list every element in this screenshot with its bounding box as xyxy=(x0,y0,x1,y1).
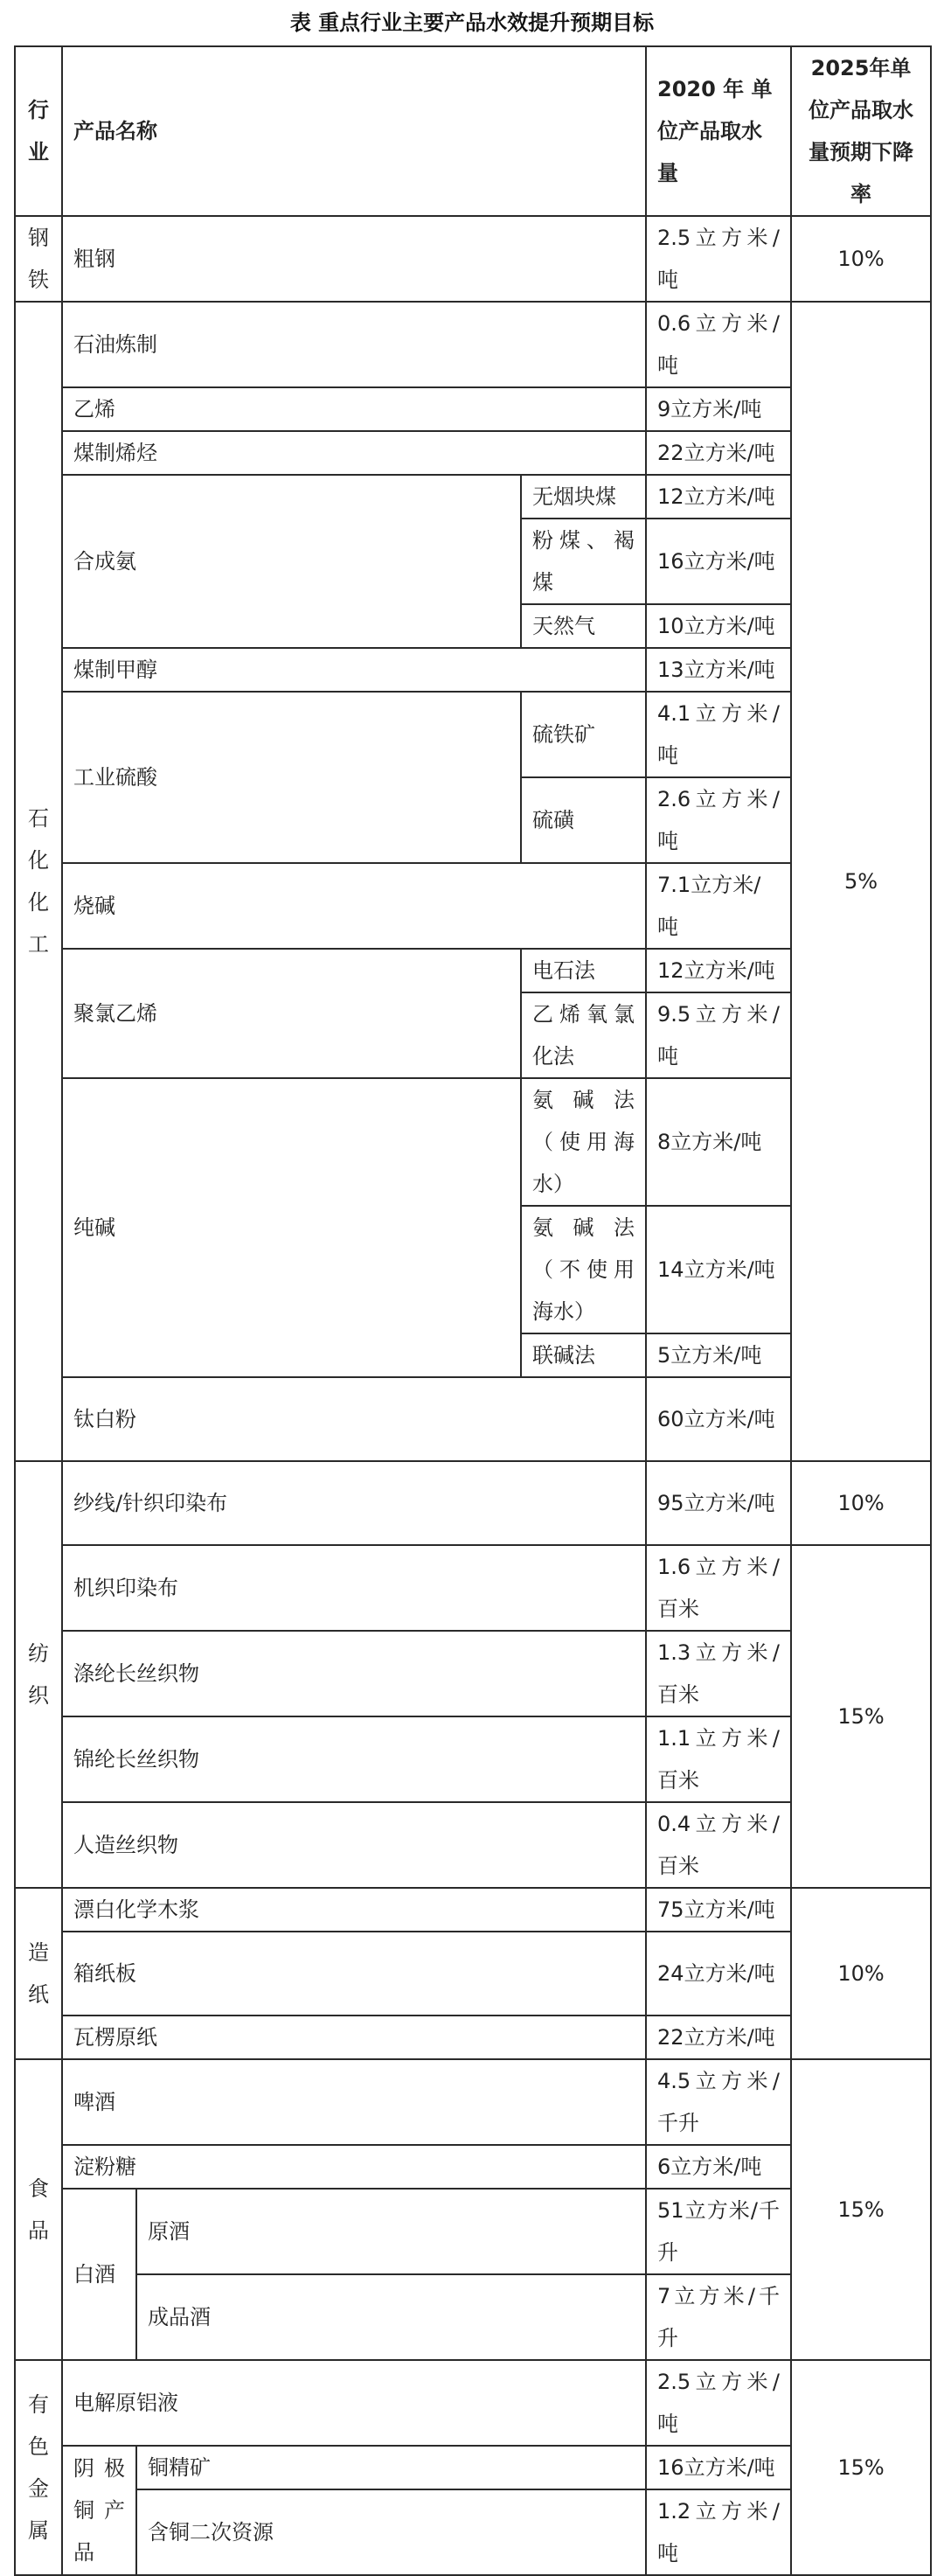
table-row xyxy=(15,216,931,302)
industry-metals: 有色金属 xyxy=(15,2360,62,2575)
sub-process: 铜精矿 xyxy=(136,2446,646,2489)
water-value: 5立方米/吨 xyxy=(646,1333,791,1377)
product-name: 工业硫酸 xyxy=(62,692,521,863)
water-value: 2.5立方米/吨 xyxy=(646,2360,791,2446)
table-row xyxy=(15,1545,931,1631)
water-value: 12立方米/吨 xyxy=(646,475,791,519)
target-food: 15% xyxy=(791,2059,931,2360)
product-name: 机织印染布 xyxy=(62,1545,646,1631)
product-name: 煤制烯烃 xyxy=(62,431,646,475)
product-name: 人造丝织物 xyxy=(62,1802,646,1888)
water-value: 10立方米/吨 xyxy=(646,604,791,648)
sub-process: 粉煤、褐煤 xyxy=(521,519,646,604)
table-row xyxy=(15,1461,931,1545)
target-textile-yarn: 10% xyxy=(791,1461,931,1545)
water-value: 13立方米/吨 xyxy=(646,648,791,692)
water-value: 22立方米/吨 xyxy=(646,2016,791,2059)
industry-steel: 钢铁 xyxy=(15,216,62,302)
sub-process: 硫铁矿 xyxy=(521,692,646,777)
target-paper: 10% xyxy=(791,1888,931,2059)
product-name: 白酒 xyxy=(62,2189,136,2360)
water-value: 1.1立方米/百米 xyxy=(646,1716,791,1802)
table-row xyxy=(15,1888,931,1932)
sub-process: 天然气 xyxy=(521,604,646,648)
water-value: 22立方米/吨 xyxy=(646,431,791,475)
product-name: 锦纶长丝织物 xyxy=(62,1716,646,1802)
target-textile: 15% xyxy=(791,1545,931,1888)
sub-process: 含铜二次资源 xyxy=(136,2489,646,2575)
product-name: 煤制甲醇 xyxy=(62,648,646,692)
header-product: 产品名称 xyxy=(62,46,646,216)
sub-process: 氨碱法（使用海水） xyxy=(521,1078,646,1206)
water-value: 95立方米/吨 xyxy=(646,1461,791,1545)
sub-process: 电石法 xyxy=(521,949,646,992)
water-efficiency-table xyxy=(14,45,932,2576)
sub-process: 氨碱法（不使用海水） xyxy=(521,1206,646,1333)
sub-process: 硫磺 xyxy=(521,777,646,863)
product-name: 烧碱 xyxy=(62,863,646,949)
product-name: 纯碱 xyxy=(62,1078,521,1377)
header-industry: 行业 xyxy=(15,46,62,216)
water-value: 9立方米/吨 xyxy=(646,387,791,431)
target-metals: 15% xyxy=(791,2360,931,2575)
industry-textile: 纺织 xyxy=(15,1461,62,1888)
product-name: 啤酒 xyxy=(62,2059,646,2145)
product-name: 电解原铝液 xyxy=(62,2360,646,2446)
sub-process: 无烟块煤 xyxy=(521,475,646,519)
product-name: 钛白粉 xyxy=(62,1377,646,1461)
industry-food: 食品 xyxy=(15,2059,62,2360)
water-value: 1.3立方米/百米 xyxy=(646,1631,791,1716)
water-value: 0.4立方米/百米 xyxy=(646,1802,791,1888)
product-name: 乙烯 xyxy=(62,387,646,431)
product-name: 石油炼制 xyxy=(62,302,646,387)
water-value: 1.2立方米/吨 xyxy=(646,2489,791,2575)
product-name: 阴极铜产品 xyxy=(62,2446,136,2575)
target-petrochemical: 5% xyxy=(791,302,931,1461)
industry-petrochemical: 石化化工 xyxy=(15,302,62,1461)
product-name: 聚氯乙烯 xyxy=(62,949,521,1078)
industry-paper: 造纸 xyxy=(15,1888,62,2059)
water-value: 7立方米/千升 xyxy=(646,2274,791,2360)
water-value: 16立方米/吨 xyxy=(646,2446,791,2489)
product-name: 瓦楞原纸 xyxy=(62,2016,646,2059)
water-value: 7.1立方米/吨 xyxy=(646,863,791,949)
product-name: 箱纸板 xyxy=(62,1932,646,2016)
water-value: 6立方米/吨 xyxy=(646,2145,791,2189)
table-row xyxy=(15,302,931,387)
product-name: 粗钢 xyxy=(62,216,646,302)
header-2020-water: 2020 年 单位产品取水量 xyxy=(646,46,791,216)
water-value: 24立方米/吨 xyxy=(646,1932,791,2016)
sub-process: 乙烯氧氯化法 xyxy=(521,992,646,1078)
sub-process: 联碱法 xyxy=(521,1333,646,1377)
water-value: 51立方米/千升 xyxy=(646,2189,791,2274)
product-name: 合成氨 xyxy=(62,475,521,648)
product-name: 纱线/针织印染布 xyxy=(62,1461,646,1545)
water-value: 4.5立方米/千升 xyxy=(646,2059,791,2145)
water-value: 1.6立方米/百米 xyxy=(646,1545,791,1631)
water-value: 0.6立方米/吨 xyxy=(646,302,791,387)
header-row xyxy=(15,46,931,216)
product-name: 漂白化学木浆 xyxy=(62,1888,646,1932)
water-value: 75立方米/吨 xyxy=(646,1888,791,1932)
header-2025-target: 2025年单位产品取水量预期下降率 xyxy=(791,46,931,216)
water-value: 9.5立方米/吨 xyxy=(646,992,791,1078)
water-value: 16立方米/吨 xyxy=(646,519,791,604)
water-value: 8立方米/吨 xyxy=(646,1078,791,1206)
product-name: 涤纶长丝织物 xyxy=(62,1631,646,1716)
sub-process: 成品酒 xyxy=(136,2274,646,2360)
sub-process: 原酒 xyxy=(136,2189,646,2274)
water-value: 2.5立方米/吨 xyxy=(646,216,791,302)
water-value: 2.6立方米/吨 xyxy=(646,777,791,863)
table-row xyxy=(15,2059,931,2145)
water-value: 14立方米/吨 xyxy=(646,1206,791,1333)
water-value: 12立方米/吨 xyxy=(646,949,791,992)
table-row xyxy=(15,2360,931,2446)
table-title: 表 重点行业主要产品水效提升预期目标 xyxy=(289,10,655,35)
water-value: 4.1立方米/吨 xyxy=(646,692,791,777)
product-name: 淀粉糖 xyxy=(62,2145,646,2189)
water-value: 60立方米/吨 xyxy=(646,1377,791,1461)
target-steel: 10% xyxy=(791,216,931,302)
